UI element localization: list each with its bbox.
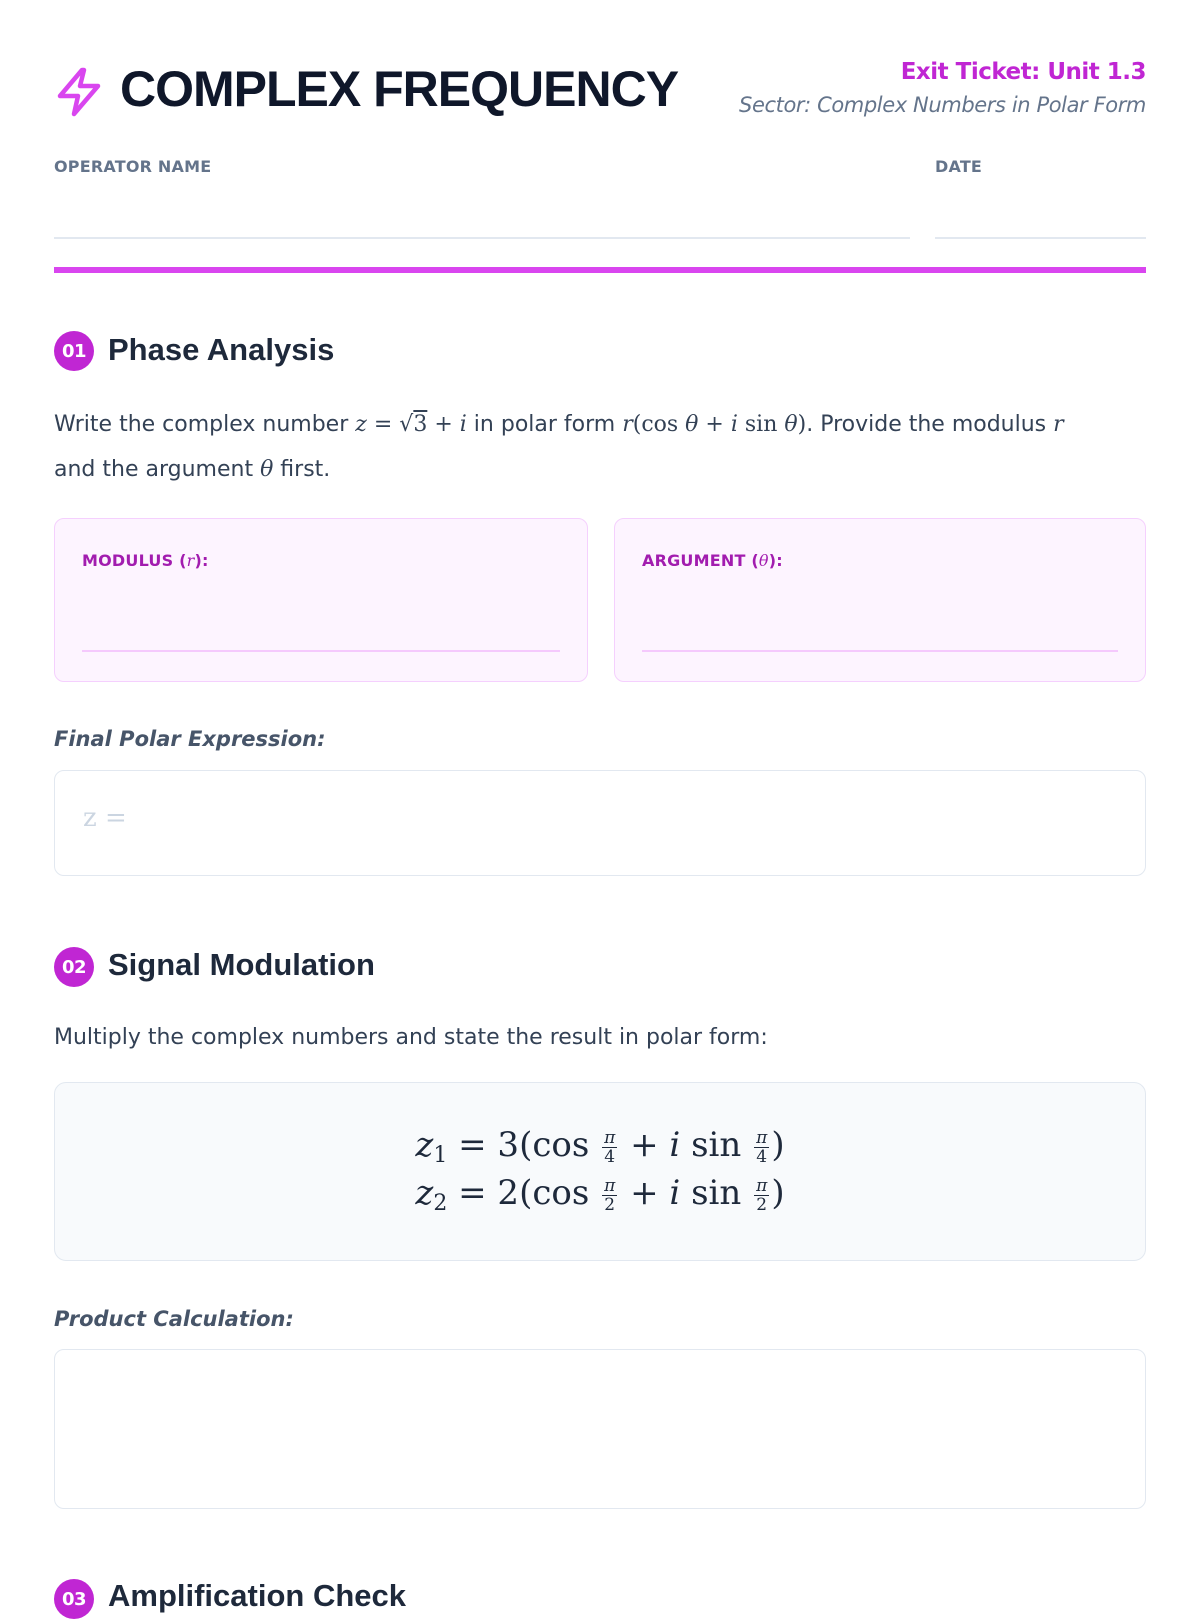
product-calculation-input[interactable] [54, 1349, 1146, 1509]
section-prompt: Write the complex number z = √3 + i in polar form r(cos θ + i sin θ). Provide the modulus r and the argument θ first. [54, 412, 1064, 482]
prompt-text: in polar form [466, 412, 623, 437]
date-label: DATE [935, 157, 983, 176]
ticket-label: Exit Ticket: Unit 1.3 [900, 59, 1146, 85]
operator-name-label: OPERATOR NAME [54, 157, 212, 176]
equation-z1: $z_1 = 3(\cos$ $\frac{\pi}{4}$ + i sin $\frac{\pi}{4}$ ) [415, 1125, 785, 1168]
lightning-bolt-icon [54, 66, 104, 118]
section-title: Amplification Check [108, 1578, 406, 1613]
section-title: Phase Analysis [108, 332, 335, 367]
equation-z2: $z_2 = 2(\cos$ $\frac{\pi}{2}$ + i sin $\frac{\pi}{2}$ ) [415, 1173, 785, 1216]
modulus-answer-line [82, 650, 560, 652]
section-number-badge: 02 [54, 947, 94, 987]
section-title: Signal Modulation [108, 947, 375, 982]
operator-name-field[interactable] [54, 237, 910, 239]
section-prompt: Multiply the complex numbers and state the result in polar form: [54, 1025, 768, 1050]
prompt-text: and the argument [54, 457, 261, 482]
section-number-badge: 01 [54, 331, 94, 371]
date-field[interactable] [935, 237, 1146, 239]
ticket-sector: Sector: Complex Numbers in Polar Form [739, 93, 1146, 117]
argument-label: ARGUMENT (θ): [642, 551, 783, 570]
header [54, 56, 1146, 136]
argument-answer-line [642, 650, 1118, 652]
argument-answer-box[interactable] [614, 518, 1146, 682]
exit-ticket-page [54, 0, 1146, 1613]
modulus-answer-box[interactable] [54, 518, 588, 682]
section-number-badge: 03 [54, 1579, 94, 1619]
prompt-text: Write the complex number [54, 412, 356, 437]
prompt-text: first. [273, 457, 331, 482]
product-calculation-label: Product Calculation: [54, 1307, 294, 1331]
final-expression-placeholder: z = [83, 803, 127, 833]
final-expression-input[interactable] [54, 770, 1146, 876]
page-title: COMPLEX FREQUENCY [120, 61, 679, 117]
given-equations [54, 1082, 1146, 1261]
ticket-info [739, 59, 1146, 117]
modulus-label: MODULUS (r): [82, 551, 209, 570]
prompt-text: . Provide the modulus [806, 412, 1054, 437]
final-expression-label: Final Polar Expression: [54, 727, 326, 751]
accent-divider [54, 267, 1146, 273]
